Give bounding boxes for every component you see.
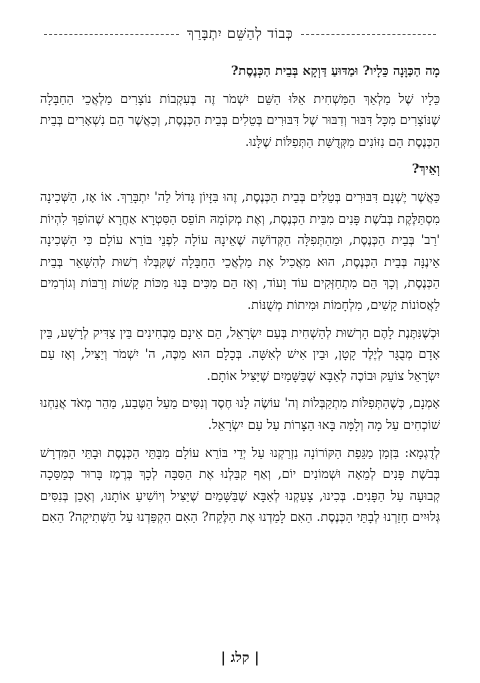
body-paragraph: כֵּלָיו שֶׁל מַלְאַךְ הַמַּשְׁחִית אֵלּוּ הַשֵּׁם יִשְׁמֹר זֶה בְּעִקְבוֹת נוֹצָרִים מַלְאֲכֵי הַחַבָּלָה שֶׁנּוֹצָרִים מִכָּל דִּבּוּר וְדִבּוּר שֶׁל דִּבּוּרִים בְּטֵלִים בְּבֵית הַכְּנֶסֶת, וְכַאֲשֶׁר הֵם נִשְׁאָרִים בְּבֵית הַכְּנֶסֶת הֵם נִזּוֹנִים מִקְּדֻשַּׁת הַתְּפִלּוֹת שֶׁלָּנוּ. — [40, 90, 440, 149]
header-rule-left — [44, 34, 179, 35]
page-body — [40, 60, 440, 635]
body-paragraph: כַּאֲשֶׁר יֶשְׁנָם דִּבּוּרִים בְּטֵלִים בְּבֵית הַכְּנֶסֶת, זֶהוּ בִּזָּיוֹן גָּדוֹל לַה' יִתְבָּרַךְ. אוֹ אָז, הַשְּׁכִינָה מִסְתַּלֶּקֶת בְּבֹשֶׁת פָּנִים מִבֵּית הַכְּנֶסֶת, וְאֶת מְקוֹמָהּ תּוֹפֵס הַסִּטְרָא אַחֲרָא שֶׁהוֹפֵךְ לִהְיוֹת 'רַב' בְּבֵית הַכְּנֶסֶת, וּמֵהַתְּפִלָּה הַקְּדוֹשָׁה שֶׁאֵינָהּ עוֹלָה לִפְנֵי בּוֹרֵא עוֹלָם כִּי הַשְּׁכִינָה אֵינֶנָּה בְּבֵית הַכְּנֶסֶת, הוּא מַאֲכִיל אֶת מַלְאֲכֵי הַחַבָּלָה שֶׁקִּבְּלוּ רְשׁוּת לְהִשָּׁאֵר בְּבֵית הַכְּנֶסֶת, וְכָךְ הֵם מִתְחַזְּקִים עוֹד וָעוֹד, וְאָז הֵם מַכִּים בָּנוּ מַכּוֹת קָשׁוֹת וְרַבּוֹת וְגוֹרְמִים לַאֲסוֹנוֹת קָשִׁים, מִלְחָמוֹת וּמִיתוֹת מְשֻׁנּוֹת. — [40, 188, 440, 312]
page-number: | קלג | — [220, 650, 260, 666]
page-header — [36, 22, 444, 46]
question-heading: וְאֵיךְ? — [411, 161, 440, 177]
body-paragraph: לְדֻגְמָא: בִּזְמַן מַגֵּפַת הַקּוֹרוֹנָה נִזְרַקְנוּ עַל יְדֵי בּוֹרֵא עוֹלָם מִבָּתֵּי הַכְּנֶסֶת וּבָתֵּי הַמִּדְרָשׁ בְּבֹשֶׁת פָּנִים לְמֵאָה וּשְׁמוֹנִים יוֹם, וְאַף קִבַּלְנוּ אֶת הַסִּבָּה לְכָךְ בְּרֶמֶז בָּרוּר כְּמַסֵּכָה קְבוּעָה עַל הַפָּנִים. בְּכִינוּ, צָעַקְנוּ לְאַבָּא שֶׁבַּשָּׁמַיִם שֶׁיַּצִּיל וְיוֹשִׁיעַ אוֹתָנוּ, וְאָכֵן בְּנִסִּים גְּלוּיִים חָזַרְנוּ לְבָתֵּי הַכְּנֶסֶת. הַאִם לָמַדְנוּ אֶת הַלֶּקַח? הַאִם הִקְפַּדְנוּ עַל הַשְּׁתִיקָה? הַאִם — [40, 444, 440, 525]
question-heading: מָה הַכַּוָּנָה כֵּלָיו? וּמַדּוּעַ דַּוְקָא בְּבֵית הַכְּנֶסֶת? — [231, 63, 440, 78]
running-title: כְּבוֹד לְהַשֵּׁם יִתְבָּרַךְ — [186, 25, 294, 42]
body-paragraph: וּכְשֶׁנִּתֶּנֶת לָהֶם הָרְשׁוּת לְהַשְׁחִית בְּעַם יִשְׂרָאֵל, הֵם אֵינָם מַבְחִינִים בֵּין צַדִּיק לְרָשָׁע, בֵּין אָדָם מְבֻגָּר לְיֶלֶד קָטָן, וּבֵין אִישׁ לְאִשָּׁה. בְּכָלָם הוּא מַכֶּה, ה' יִשְׁמֹר וְיַצִּיל, וְאָז עַם יִשְׂרָאֵל צוֹעֵק וּבוֹכֶה לְאַבָּא שֶׁבַּשָּׁמַיִם שֶׁיַּצִּיל אוֹתָם. — [40, 324, 440, 383]
body-paragraph: אָמְנָם, כְּשֶׁהַתְּפִלּוֹת מִתְקַבְּלוֹת וְה' עוֹשֶׂה לָנוּ חֶסֶד וְנִסִּים מֵעַל הַטֶּבַע, מַהֵר מְאֹד אֲנַחְנוּ שׁוֹכְחִים עַל מָה וְלָמָּה בָּאוּ הַצָּרוֹת עַל עַם יִשְׂרָאֵל. — [40, 395, 440, 432]
header-rule-right — [301, 34, 436, 35]
